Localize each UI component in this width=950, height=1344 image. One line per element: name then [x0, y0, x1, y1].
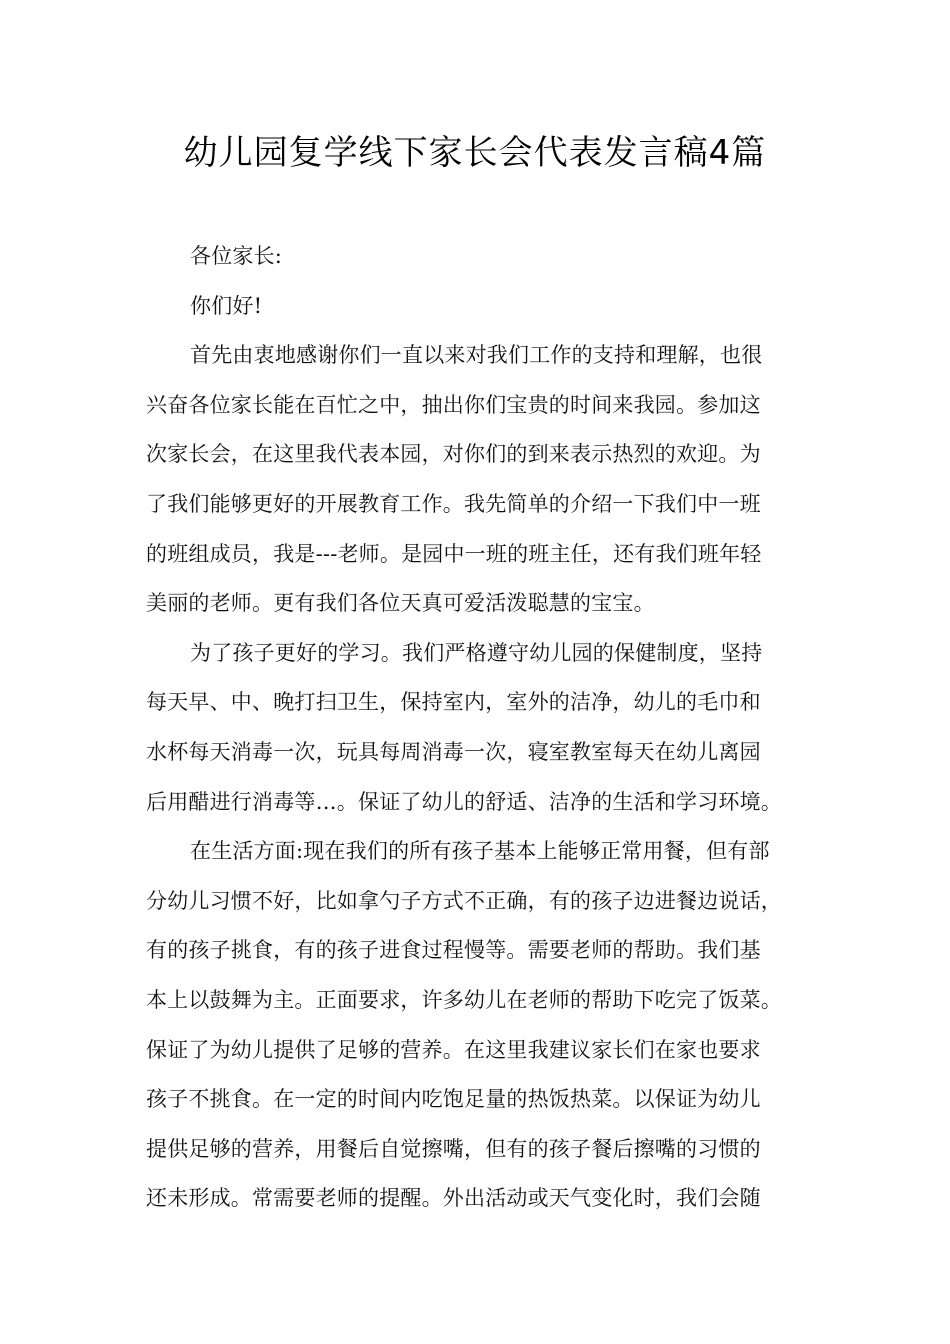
text-line: 了我们能够更好的开展教育工作。我先简单的介绍一下我们中一班 [146, 491, 761, 516]
text-line: 本上以鼓舞为主。正面要求，许多幼儿在老师的帮助下吃完了饭菜。 [146, 987, 782, 1012]
text-line: 你们好! [190, 293, 263, 318]
text-line: 为了孩子更好的学习。我们严格遵守幼儿园的保健制度，坚持 [190, 640, 763, 665]
text-line: 分幼儿习惯不好，比如拿勺子方式不正确，有的孩子边进餐边说话， [146, 888, 782, 913]
text-line: 有的孩子挑食，有的孩子进食过程慢等。需要老师的帮助。我们基 [146, 938, 761, 963]
document-body [146, 232, 822, 1224]
text-line: 提供足够的营养，用餐后自觉擦嘴，但有的孩子餐后擦嘴的习惯的 [146, 1136, 761, 1161]
text-line: 保证了为幼儿提供了足够的营养。在这里我建议家长们在家也要求 [146, 1037, 761, 1062]
text-line: 还未形成。常需要老师的提醒。外出活动或天气变化时，我们会随 [146, 1186, 761, 1211]
document-title: 幼儿园复学线下家长会代表发言稿4篇 [183, 133, 767, 173]
text-line: 各位家长: [190, 244, 283, 268]
text-line: 孩子不挑食。在一定的时间内吃饱足量的热饭热菜。以保证为幼儿 [146, 1087, 761, 1112]
text-line: 首先由衷地感谢你们一直以来对我们工作的支持和理解，也很 [190, 343, 763, 368]
text-line: 兴奋各位家长能在百忙之中，抽出你们宝贵的时间来我园。参加这 [146, 392, 761, 417]
text-line: 后用醋进行消毒等…。保证了幼儿的舒适、洁净的生活和学习环境。 [146, 789, 782, 814]
text-line: 在生活方面:现在我们的所有孩子基本上能够正常用餐，但有部 [190, 839, 770, 864]
text-line: 每天早、中、晚打扫卫生，保持室内，室外的洁净，幼儿的毛巾和 [146, 690, 761, 715]
text-line: 次家长会，在这里我代表本园，对你们的到来表示热烈的欢迎。为 [146, 442, 761, 467]
text-line: 的班组成员，我是---老师。是园中一班的班主任，还有我们班年轻 [146, 541, 762, 566]
text-line: 美丽的老师。更有我们各位天真可爱活泼聪慧的宝宝。 [146, 591, 655, 616]
text-line: 水杯每天消毒一次，玩具每周消毒一次，寝室教室每天在幼儿离园 [146, 739, 761, 764]
